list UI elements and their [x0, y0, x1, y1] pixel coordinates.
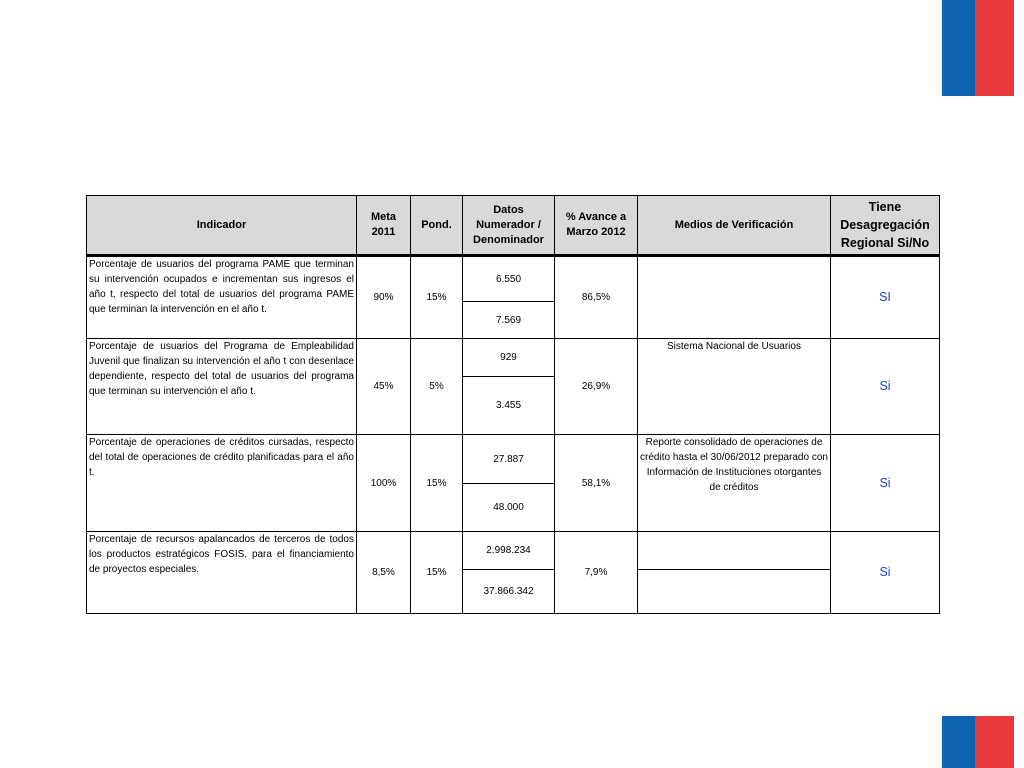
flag-blue-stripe: [942, 716, 975, 768]
verification-means: Reporte consolidado de operaciones de crédito hasta el 30/06/2012 preparado con Información de Instituciones otorgantes de créditos: [638, 435, 831, 532]
flag-red-stripe: [975, 716, 1014, 768]
flag-decoration-bottom: [942, 716, 1014, 768]
meta-value: 100%: [357, 435, 411, 532]
regional-breakdown: Si: [831, 532, 940, 614]
indicator-description: Porcentaje de recursos apalancados de terceros de todos los productos estratégicos FOSIS, para el financiamiento de proyectos especiales.: [87, 532, 357, 614]
table-row: [87, 532, 940, 570]
denominator-value: 37.866.342: [463, 570, 555, 614]
regional-breakdown: SI: [831, 256, 940, 339]
table-header-row: [87, 196, 940, 256]
verification-means-empty: [638, 570, 831, 614]
numerator-value: 27.887: [463, 435, 555, 484]
progress-value: 7,9%: [555, 532, 638, 614]
progress-value: 86,5%: [555, 256, 638, 339]
header-meta: Meta 2011: [357, 196, 411, 256]
flag-decoration-top: [942, 0, 1014, 96]
header-datos: Datos Numerador / Denominador: [463, 196, 555, 256]
verification-means: [638, 532, 831, 570]
denominator-value: 48.000: [463, 484, 555, 532]
flag-blue-stripe: [942, 0, 975, 96]
header-pond: Pond.: [411, 196, 463, 256]
indicator-description: Porcentaje de usuarios del programa PAME que terminan su intervención ocupados e incrementan sus ingresos el año t, respecto del total de usuarios del programa PAME que terminan la intervención en el año t.: [87, 256, 357, 339]
indicators-table: [86, 195, 940, 614]
numerator-value: 929: [463, 339, 555, 377]
pond-value: 15%: [411, 256, 463, 339]
verification-means: Sistema Nacional de Usuarios: [638, 339, 831, 435]
pond-value: 15%: [411, 435, 463, 532]
flag-red-stripe: [975, 0, 1014, 96]
header-indicador: Indicador: [87, 196, 357, 256]
meta-value: 45%: [357, 339, 411, 435]
verification-means: [638, 256, 831, 339]
progress-value: 58,1%: [555, 435, 638, 532]
pond-value: 15%: [411, 532, 463, 614]
meta-value: 90%: [357, 256, 411, 339]
header-regional: Tiene Desagregación Regional Si/No: [831, 196, 940, 256]
table-row: [87, 256, 940, 302]
meta-value: 8,5%: [357, 532, 411, 614]
numerator-value: 6.550: [463, 256, 555, 302]
numerator-value: 2.998.234: [463, 532, 555, 570]
regional-breakdown: Si: [831, 339, 940, 435]
indicator-description: Porcentaje de usuarios del Programa de Empleabilidad Juvenil que finalizan su intervención el año t con desenlace dependiente, respecto del total de usuarios del programa que terminan su intervención el año t.: [87, 339, 357, 435]
header-avance: % Avance a Marzo 2012: [555, 196, 638, 256]
denominator-value: 3.455: [463, 377, 555, 435]
denominator-value: 7.569: [463, 302, 555, 339]
indicator-description: Porcentaje de operaciones de créditos cursadas, respecto del total de operaciones de crédito planificadas para el año t.: [87, 435, 357, 532]
table-row: [87, 339, 940, 377]
pond-value: 5%: [411, 339, 463, 435]
progress-value: 26,9%: [555, 339, 638, 435]
table-row: [87, 435, 940, 484]
regional-breakdown: Si: [831, 435, 940, 532]
header-medios: Medios de Verificación: [638, 196, 831, 256]
